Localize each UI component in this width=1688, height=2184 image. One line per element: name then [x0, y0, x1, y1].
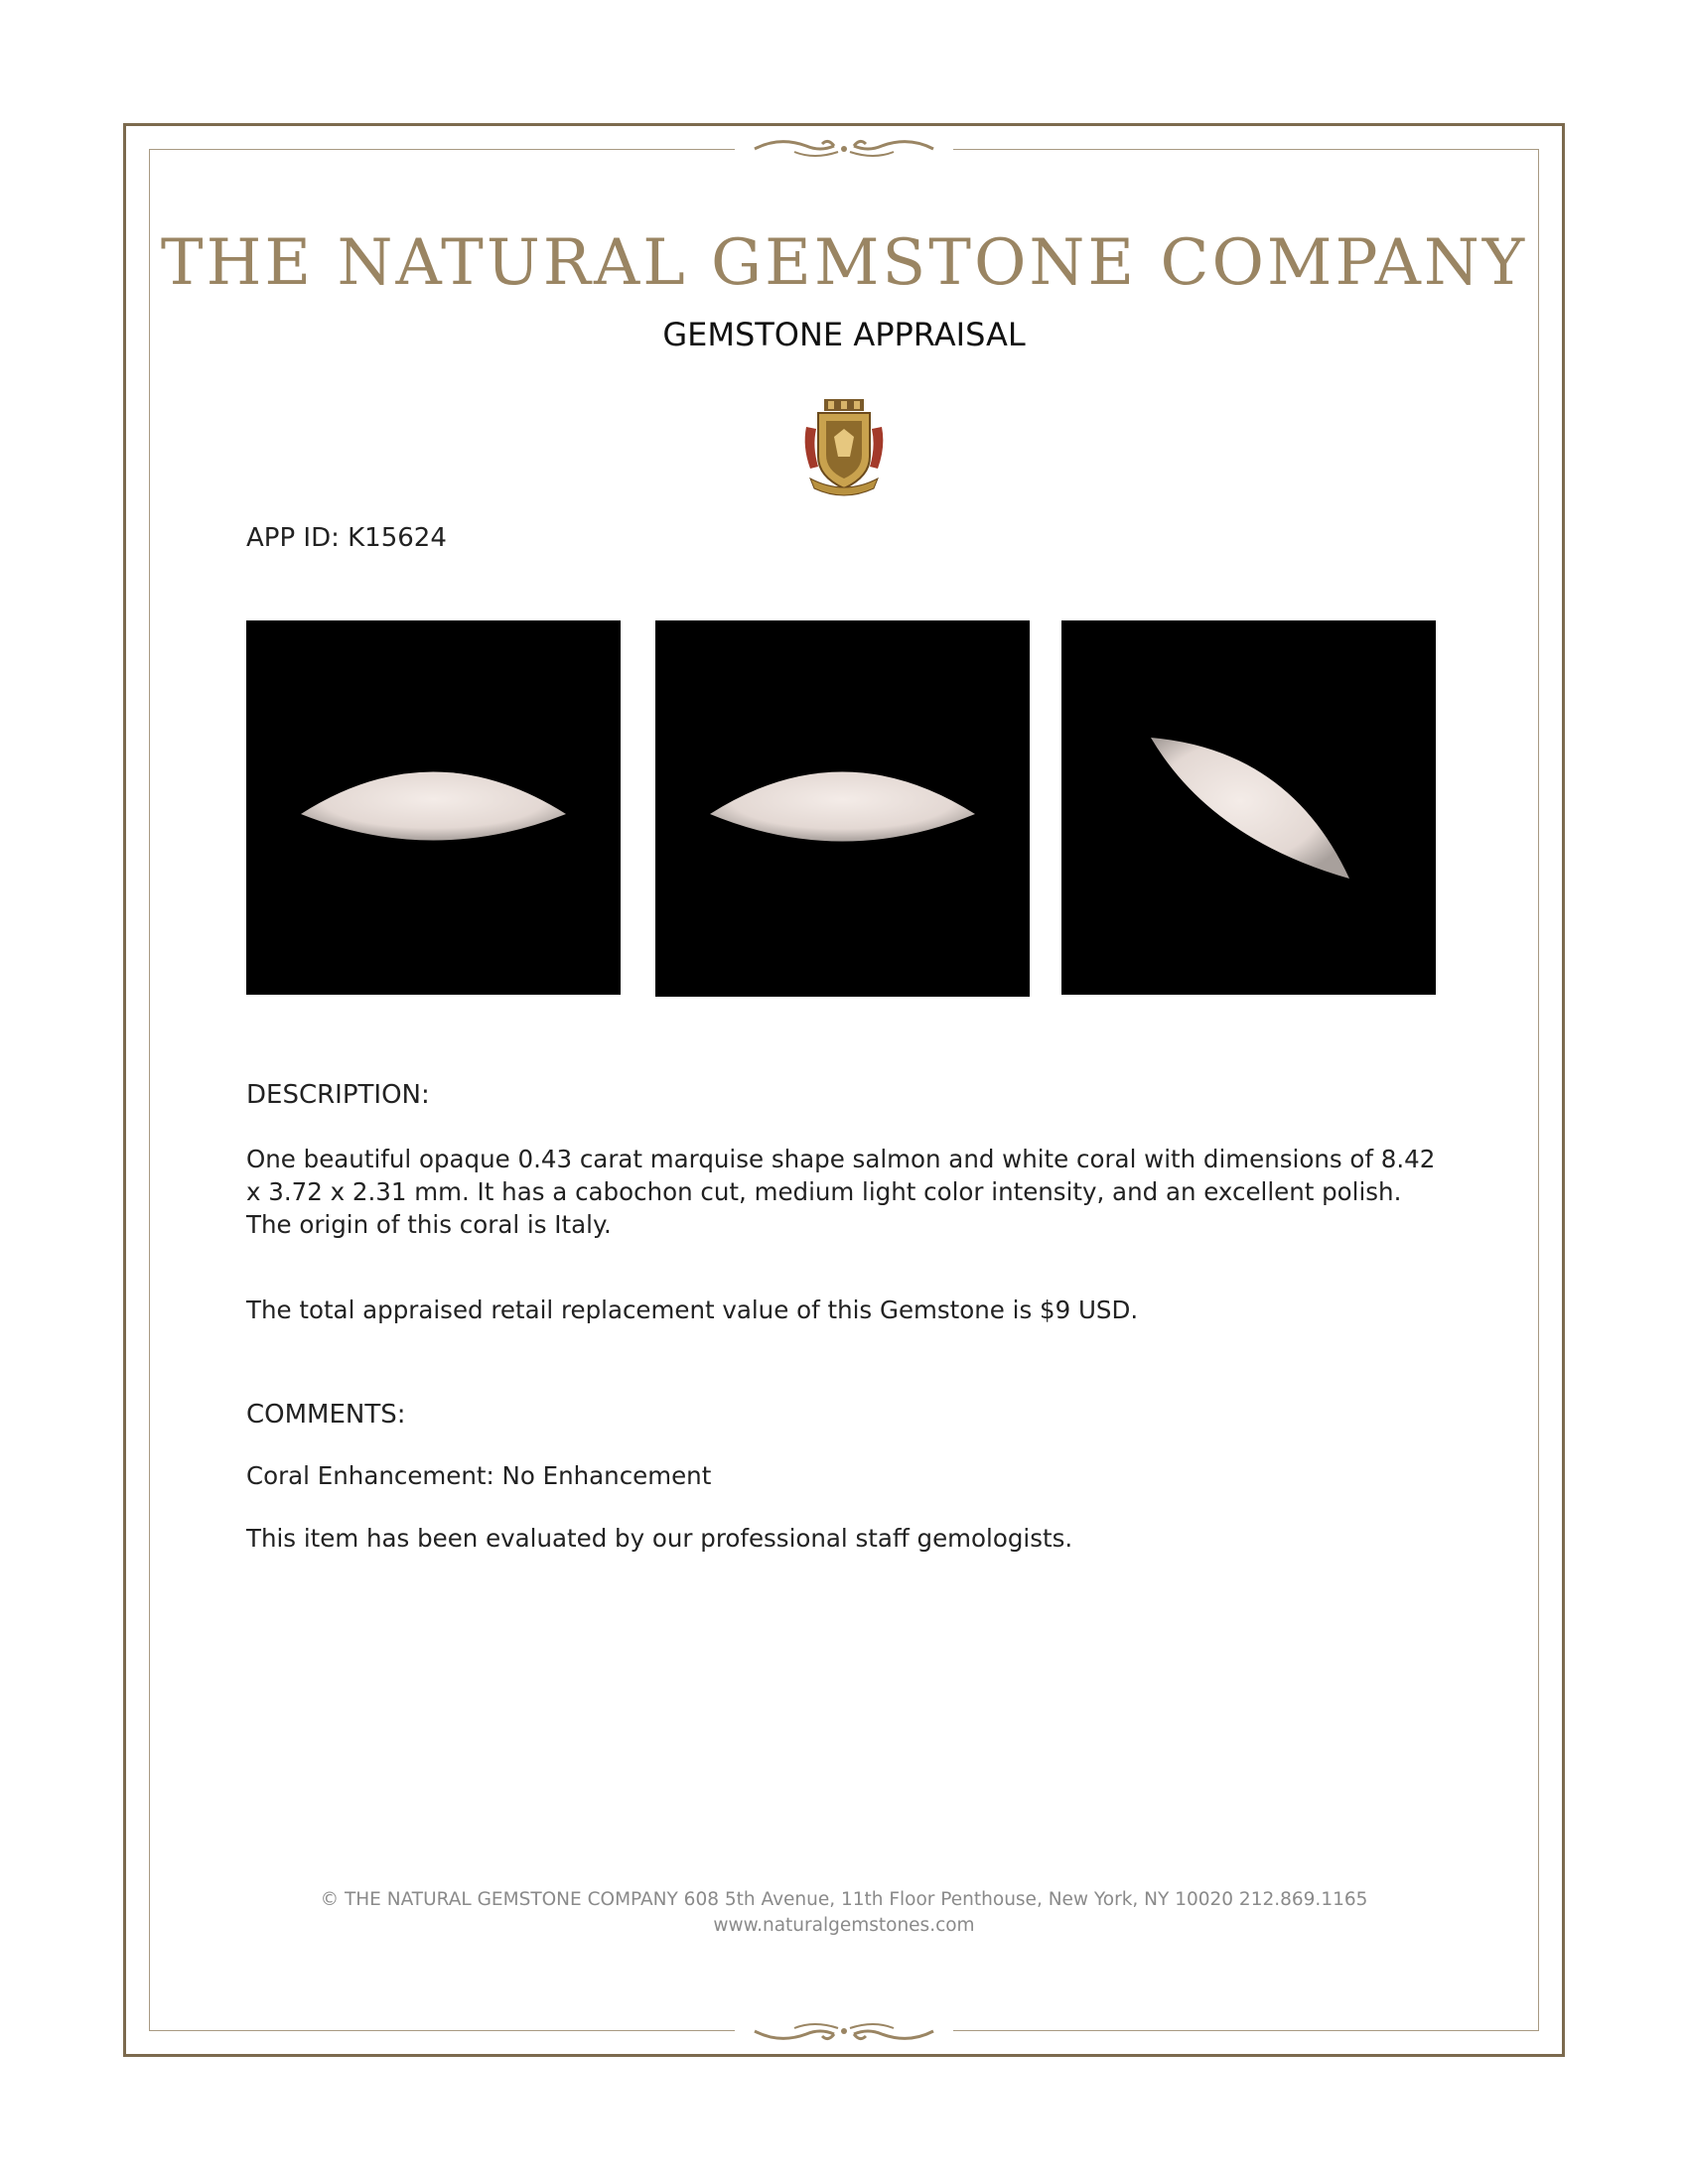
- description-text: One beautiful opaque 0.43 carat marquise shape salmon and white coral with dimensions of 8.42 x 3.72 x 2.31 mm. It has a cabochon cut, medium light color intensity, and an excellent polish. The origin of this coral is Italy.: [246, 1145, 1436, 1239]
- footer-address: © THE NATURAL GEMSTONE COMPANY 608 5th Avenue, 11th Floor Penthouse, New York, NY 10020 212.869.1165: [320, 1889, 1368, 1910]
- bottom-ornament-icon: [735, 2016, 953, 2046]
- document-title: GEMSTONE APPRAISAL: [662, 316, 1026, 353]
- top-ornament-icon: [735, 134, 953, 164]
- app-id: APP ID: K15624: [246, 523, 447, 553]
- gemstone-photo-3: [1061, 620, 1436, 995]
- comments-heading: COMMENTS:: [246, 1400, 406, 1430]
- description-heading: DESCRIPTION:: [246, 1080, 430, 1110]
- enhancement-text: Coral Enhancement: No Enhancement: [246, 1461, 712, 1490]
- company-name: THE NATURAL GEMSTONE COMPANY: [160, 226, 1528, 300]
- footer-website-link[interactable]: www.naturalgemstones.com: [713, 1915, 975, 1936]
- gemstone-photo-1: [246, 620, 621, 995]
- gemstone-photo-2: [655, 620, 1030, 997]
- crest-icon: [800, 397, 888, 496]
- appraised-value-text: The total appraised retail replacement value of this Gemstone is $9 USD.: [246, 1296, 1139, 1324]
- evaluation-text: This item has been evaluated by our professional staff gemologists.: [246, 1524, 1073, 1553]
